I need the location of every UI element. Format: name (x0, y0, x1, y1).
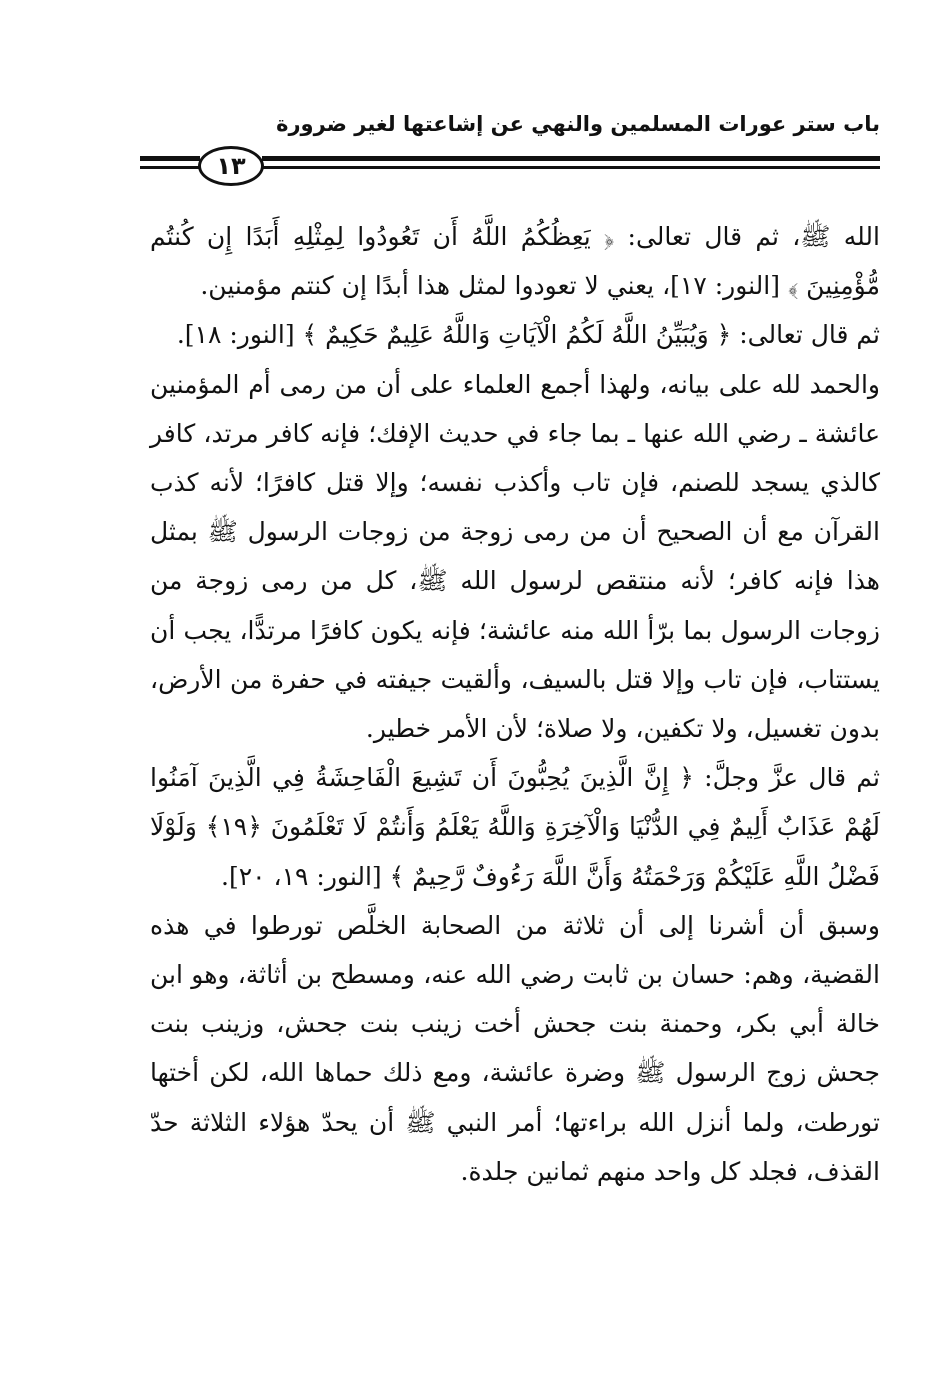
running-header-title: باب ستر عورات المسلمين والنهي عن إشاعتها لغير ضرورة (276, 112, 880, 136)
paragraph-2: ثم قال تعالى: ﴿ وَيُبَيِّنُ اللَّهُ لَكُمُ الْآيَاتِ وَاللَّهُ عَلِيمٌ حَكِيمٌ ﴾ [النور: ١٨]. (176, 320, 880, 350)
paragraph-3: والحمد لله على بيانه، ولهذا أجمع العلماء على أن من رمى أم المؤمنين عائشة ـ رضي الله عنها ـ بما جاء في حديث الإفك؛ فإنه كافر مرتد، كافر كالذي يسجد للصنم، فإن تاب وأكذب نفسه؛ وإلا قتل كافرًا؛ لأنه كذب القرآن مع أن الصحيح أن من رمى زوجة من زوجات الرسول ﷺ بمثل هذا فإنه كافر؛ لأنه منتقص لرسول الله ﷺ، كل من رمى زوجة من زوجات الرسول بما برّأ الله منه عائشة؛ فإنه يكون كافرًا مرتدًّا، يجب أن يستتاب، فإن تاب وإلا قتل بالسيف، وألقيت جيفته في حفرة من الأرض، بدون تغسيل، ولا تكفين، ولا صلاة؛ لأن الأمر خطير. (150, 369, 880, 744)
header-rule (140, 152, 880, 178)
paragraph-5: وسبق أن أشرنا إلى أن ثلاثة من الصحابة الخلَّص تورطوا في هذه القضية، وهم: حسان بن ثابت رضي الله عنه، ومسطح بن أثاثة، وهو ابن خالة أبي بكر، وحمنة بنت جحش أخت زينب بنت جحش، وزينب بنت جحش زوج الرسول ﷺ وضرة عائشة، ومع ذلك حماها الله، لكن أختها تورطت، ولما أنزل الله براءتها؛ أمر النبي ﷺ أن يحدّ هؤلاء الثلاثة حدّ القذف، فجلد كل واحد منهم ثمانين جلدة. (150, 910, 880, 1186)
paragraph-1: الله ﷺ، ثم قال تعالى: ﴿ يَعِظُكُمُ اللَّهُ أَن تَعُودُوا لِمِثْلِهِ أَبَدًا إِن كُنتُم مُّؤْمِنِينَ ﴾ [النور: ١٧]، يعني لا تعودوا لمثل هذا أبدًا إن كنتم مؤمنين. (150, 222, 880, 301)
page-number: ١٣ (198, 146, 264, 186)
header-rule-line (262, 166, 880, 169)
page-header (140, 112, 880, 182)
header-rule-line (140, 156, 200, 161)
header-rule-line (140, 166, 200, 169)
body-text (150, 212, 880, 1196)
header-rule-line (262, 156, 880, 161)
paragraph-4: ثم قال عزَّ وجلَّ: ﴿ إِنَّ الَّذِينَ يُحِبُّونَ أَن تَشِيعَ الْفَاحِشَةُ فِي الَّذِينَ آمَنُوا لَهُمْ عَذَابٌ أَلِيمٌ فِي الدُّنْيَا وَالْآخِرَةِ وَاللَّهُ يَعْلَمُ وَأَنتُمْ لَا تَعْلَمُونَ ﴿١٩﴾ وَلَوْلَا فَضْلُ اللَّهِ عَلَيْكُمْ وَرَحْمَتُهُ وَأَنَّ اللَّهَ رَءُوفٌ رَّحِيمٌ ﴾ [النور: ١٩، ٢٠]. (150, 763, 880, 891)
